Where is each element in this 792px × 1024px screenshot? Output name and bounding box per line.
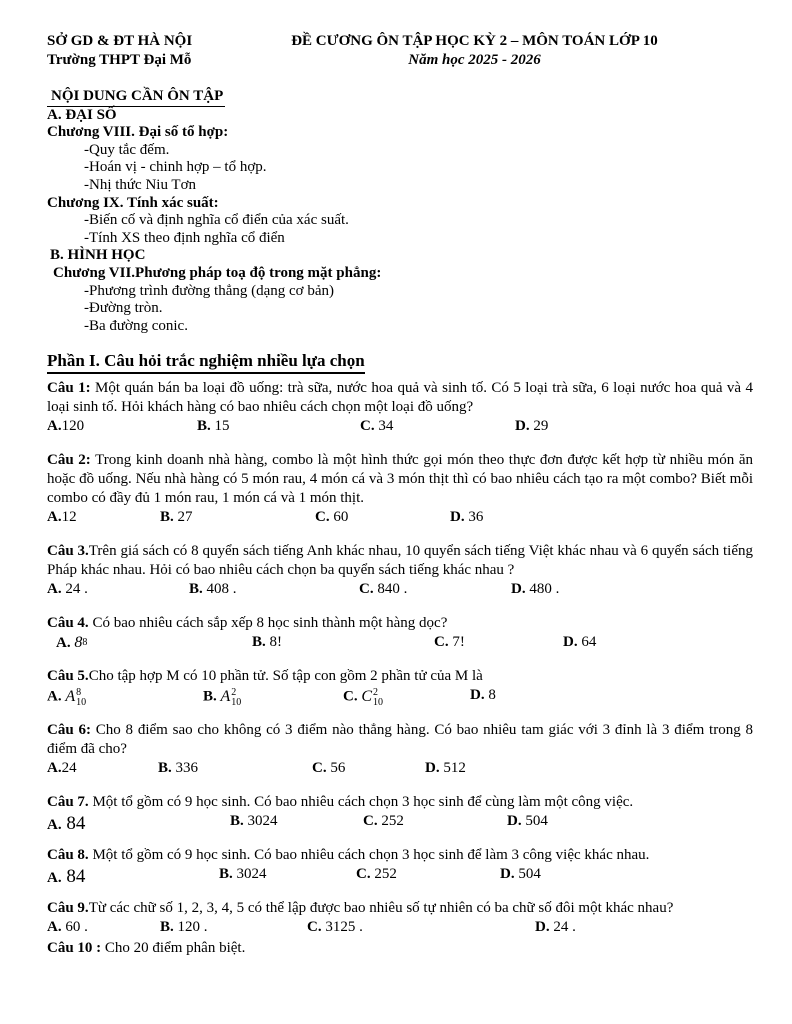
section-b-title: B. HÌNH HỌC: [50, 247, 146, 264]
question-label: Câu 8.: [47, 847, 89, 864]
section-a-title: A. ĐẠI SỐ: [47, 106, 117, 123]
option-c: C. 7!: [434, 634, 465, 651]
question-text: Cho 20 điểm phân biệt.: [101, 940, 246, 957]
option-c: C. C 2 10: [343, 687, 384, 708]
question-label: Câu 10 :: [47, 940, 102, 957]
option-d: D. 36: [450, 509, 484, 526]
question-text: Một tổ gồm có 9 học sinh. Có bao nhiêu cách chọn 3 học sinh để cùng làm một công việc.: [88, 794, 634, 811]
question-block-1: [47, 379, 753, 438]
school-name: Trường THPT Đại Mỗ: [47, 52, 192, 68]
question-block-10: [47, 939, 753, 958]
question-label: Câu 6:: [47, 722, 91, 739]
review-outline: [47, 88, 753, 335]
chapter-9-title: Chương IX. Tính xác suất:: [47, 194, 219, 211]
option-d: D. 64: [563, 634, 597, 651]
option-b: B. 27: [160, 509, 193, 526]
option-a: A.24: [47, 760, 77, 777]
option-d: D. 480 .: [511, 581, 560, 598]
options-row: [47, 687, 753, 711]
option-d: D. 29: [515, 418, 549, 435]
question-text: Một tổ gồm có 9 học sinh. Có bao nhiêu cách chọn 3 học sinh để làm 3 công việc khác nhau.: [88, 847, 650, 864]
header-left-block: [47, 32, 282, 70]
math-symbol: A 8 10: [65, 687, 87, 708]
question-text: Có bao nhiêu cách sắp xếp 8 học sinh thành một hàng dọc?: [88, 615, 448, 632]
option-a: A. 84: [47, 813, 86, 835]
question-block-4: [47, 614, 753, 654]
options-row: [47, 866, 753, 886]
option-b: B. 408 .: [189, 581, 237, 598]
question-label: Câu 7.: [47, 794, 89, 811]
question-label: Câu 1:: [47, 380, 91, 397]
question-text: Một quán bán ba loại đồ uống: trà sữa, nước hoa quả và sinh tố. Có 5 loại trà sữa, 6 loại nước hoa quả và 4 loại sinh tố. Hỏi khách hàng có bao nhiêu cách chọn một loại đồ uống?: [47, 380, 754, 416]
part1-heading: Phần I. Câu hỏi trắc nghiệm nhiều lựa chọn: [47, 350, 753, 374]
option-b: B. 120 .: [160, 919, 208, 936]
options-row: [47, 919, 753, 939]
option-c: C. 252: [363, 813, 404, 830]
option-a: A. 84: [47, 866, 86, 888]
options-row: [47, 634, 753, 654]
option-c: C. 56: [312, 760, 346, 777]
options-row: [47, 760, 753, 780]
school-year: Năm học 2025 - 2026: [408, 52, 541, 68]
question-label: Câu 3.: [47, 543, 89, 560]
question-text: Trên giá sách có 8 quyển sách tiếng Anh khác nhau, 10 quyển sách tiếng Việt khác nhau và 6 quyển sách tiếng Pháp khác nhau. Hỏi có bao nhiêu cách chọn ba quyển sách tiếng khác nhau ?: [47, 543, 753, 579]
options-row: [47, 581, 753, 601]
option-b: B. 3024: [219, 866, 267, 883]
outline-item: -Tính XS theo định nghĩa cổ điển: [84, 229, 285, 246]
options-row: [47, 813, 753, 833]
question-text: Cho tập hợp M có 10 phần tử. Số tập con gồm 2 phần tử của M là: [88, 668, 483, 685]
outline-item: -Phương trình đường thẳng (dạng cơ bản): [84, 282, 335, 299]
option-c: C. 3125 .: [307, 919, 363, 936]
option-b: B. A 2 10: [203, 687, 242, 708]
option-c: C. 840 .: [359, 581, 408, 598]
option-d: D. 8: [470, 687, 496, 704]
question-label: Câu 9.: [47, 900, 89, 917]
option-d: D. 24 .: [535, 919, 576, 936]
question-block-7: [47, 793, 753, 833]
option-b: B. 3024: [230, 813, 278, 830]
question-label: Câu 4.: [47, 615, 89, 632]
question-block-5: [47, 667, 753, 711]
question-label: Câu 5.: [47, 668, 89, 685]
question-block-9: [47, 899, 753, 939]
option-b: B. 15: [197, 418, 230, 435]
option-a: A. A 8 10: [47, 687, 87, 708]
question-text: Từ các chữ số 1, 2, 3, 4, 5 có thể lập được bao nhiêu số tự nhiên có ba chữ số đôi một khác nhau?: [88, 900, 674, 917]
question-text: Trong kinh doanh nhà hàng, combo là một hình thức gọi món theo thực đơn được kết hợp từ nhiều món ăn hoặc đồ uống. Nếu nhà hàng có 5 món rau, 4 món cá và 3 món thịt thì có bao nhiêu cách tạo ra một combo? Biết mỗi combo có đầy đủ 1 món rau, 1 món cá và 1 món thịt.: [47, 452, 753, 507]
option-c: C. 34: [360, 418, 394, 435]
chapter-8-title: Chương VIII. Đại số tổ hợp:: [47, 124, 229, 141]
option-a: A. 60 .: [47, 919, 88, 936]
outline-item: -Hoán vị - chinh hợp – tổ hợp.: [84, 159, 267, 176]
question-block-3: [47, 542, 753, 601]
option-a: A. 24 .: [47, 581, 88, 598]
question-block-6: [47, 721, 753, 780]
document-title: ĐỀ CƯƠNG ÔN TẬP HỌC KỲ 2 – MÔN TOÁN LỚP 10: [291, 33, 658, 49]
math-symbol: A 2 10: [220, 687, 242, 708]
outline-item: -Đường tròn.: [84, 300, 163, 317]
outline-item: -Quy tắc đếm.: [84, 141, 170, 158]
options-row: [47, 418, 753, 438]
option-a: A. 8 8: [56, 634, 88, 652]
outline-item: -Biến cố và định nghĩa cổ điển của xác suất.: [84, 212, 349, 229]
option-d: D. 512: [425, 760, 466, 777]
outline-item: -Nhị thức Niu Tơn: [84, 176, 197, 193]
question-text: Cho 8 điểm sao cho không có 3 điểm nào thẳng hàng. Có bao nhiêu tam giác với 3 đỉnh là 3 điểm trong 8 điểm đã cho?: [47, 722, 754, 758]
header-center-block: [282, 32, 667, 70]
outline-heading: NỘI DUNG CẦN ÔN TẬP: [47, 88, 753, 107]
option-c: C. 252: [356, 866, 397, 883]
math-symbol: C 2 10: [361, 687, 384, 708]
outline-item: -Ba đường conic.: [84, 317, 188, 334]
option-b: B. 336: [158, 760, 199, 777]
chapter-7-title: Chương VII.Phương pháp toạ độ trong mặt phẳng:: [53, 264, 382, 281]
math-symbol: 8 8: [74, 634, 88, 652]
document-header: [47, 32, 753, 70]
option-a: A.120: [47, 418, 85, 435]
options-row: [47, 509, 753, 529]
question-label: Câu 2:: [47, 452, 91, 469]
question-block-8: [47, 846, 753, 886]
option-c: C. 60: [315, 509, 349, 526]
option-b: B. 8!: [252, 634, 283, 651]
option-d: D. 504: [500, 866, 541, 883]
org-name: SỞ GD & ĐT HÀ NỘI: [47, 33, 193, 49]
question-block-2: [47, 451, 753, 529]
option-a: A.12: [47, 509, 77, 526]
option-d: D. 504: [507, 813, 548, 830]
